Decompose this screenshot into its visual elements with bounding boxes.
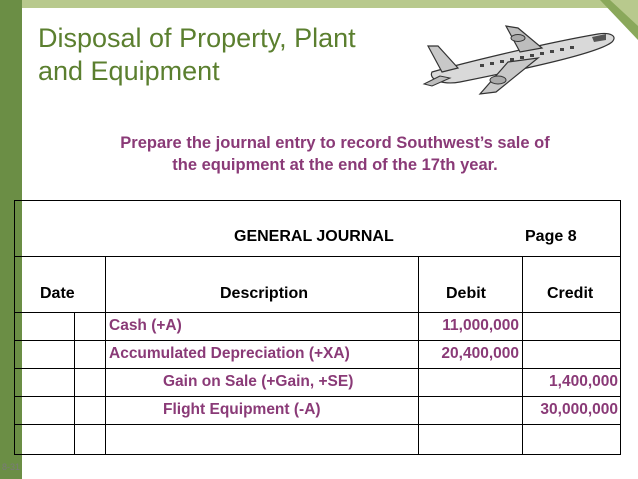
journal-page: Page 8 <box>525 228 577 245</box>
table-column-rule <box>105 256 106 454</box>
entry-credit: 30,000,000 <box>540 401 618 418</box>
airplane-icon <box>420 18 620 98</box>
instruction-line2: the equipment at the end of the 17th year. <box>172 156 498 174</box>
slide-title <box>38 22 356 88</box>
column-header-description: Description <box>220 285 309 302</box>
entry-credit: 1,400,000 <box>549 373 618 390</box>
entry-description: Gain on Sale (+Gain, +SE) <box>163 373 354 390</box>
entry-description: Accumulated Depreciation (+XA) <box>109 345 350 362</box>
slide-title-line1: Disposal of Property, Plant <box>38 23 356 53</box>
table-column-rule <box>418 256 419 454</box>
column-header-date: Date <box>40 285 75 302</box>
journal-title: GENERAL JOURNAL <box>234 228 394 245</box>
slide-title-line2: and Equipment <box>38 56 220 86</box>
column-header-debit: Debit <box>446 285 486 302</box>
table-column-rule <box>74 312 75 454</box>
general-journal-table <box>14 200 621 455</box>
instruction-text <box>40 132 630 176</box>
entry-description: Flight Equipment (-A) <box>163 401 321 418</box>
entry-debit: 20,400,000 <box>441 345 519 362</box>
entry-debit: 11,000,000 <box>442 317 519 334</box>
column-header-credit: Credit <box>547 285 594 302</box>
instruction-line1: Prepare the journal entry to record Southwest’s sale of <box>120 134 550 152</box>
top-accent-band <box>22 0 638 8</box>
table-column-rule <box>522 256 523 454</box>
entry-description: Cash (+A) <box>109 317 182 334</box>
slide-number: 8-31 <box>2 462 21 472</box>
